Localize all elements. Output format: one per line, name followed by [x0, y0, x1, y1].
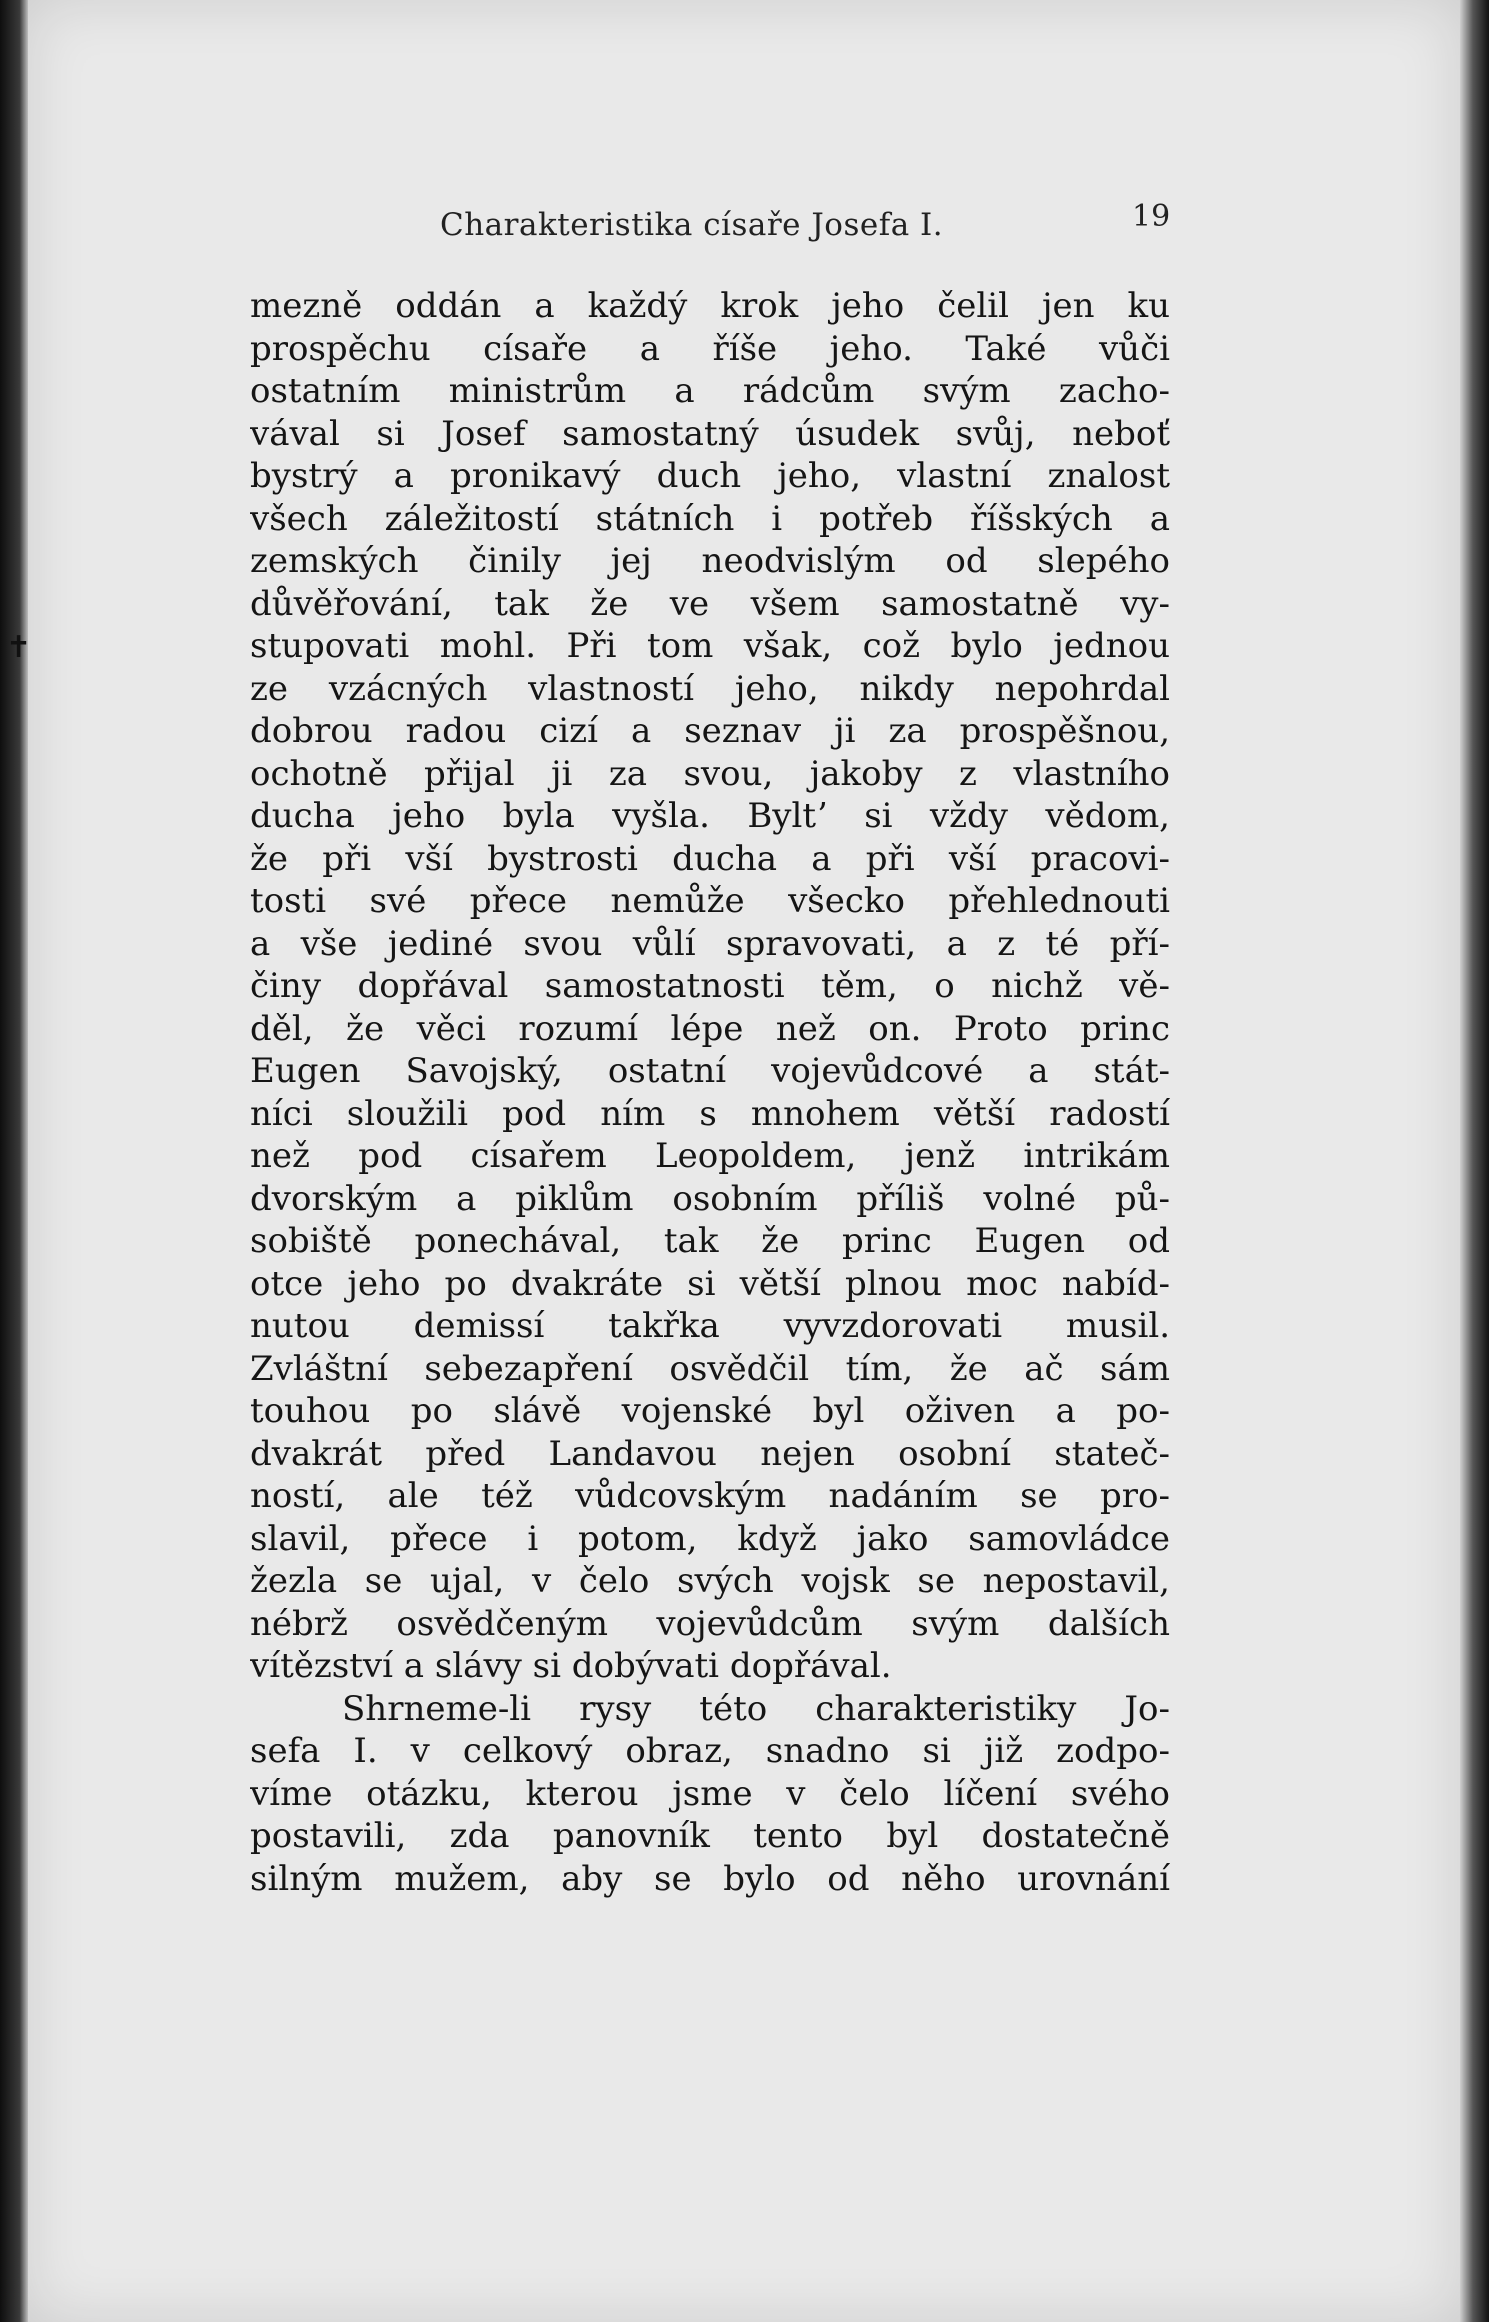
- text-line: dvakrát před Landavou nejen osobní stateč-: [250, 1433, 1170, 1474]
- text-line: stupovati mohl. Při tom však, což bylo jednou: [250, 626, 1170, 666]
- book-page: [6, 0, 1460, 2322]
- text-line: tosti své přece nemůže všecko přehlednouti: [250, 881, 1170, 921]
- scan-left-edge: [0, 0, 28, 2322]
- text-line: ze vzácných vlastností jeho, nikdy nepohrdal: [250, 668, 1170, 709]
- text-line: níci sloužili pod ním s mnohem větší radostí: [250, 1093, 1170, 1134]
- text-line: ducha jeho byla vyšla. Byltʼ si vždy vědom,: [250, 796, 1170, 836]
- text-line: děl, že věci rozumí lépe než on. Proto princ: [250, 1008, 1170, 1049]
- body-text: [250, 285, 1170, 1900]
- text-line: důvěřování, tak že ve všem samostatně vy-: [250, 583, 1170, 624]
- text-line: víme otázku, kterou jsme v čelo líčení svého: [250, 1773, 1170, 1814]
- page-number: 19: [1132, 199, 1171, 234]
- text-line: a vše jediné svou vůlí spravovati, a z té pří-: [250, 923, 1170, 964]
- text-line: silným mužem, aby se bylo od něho urovnání: [250, 1858, 1170, 1899]
- text-line: vával si Josef samostatný úsudek svůj, neboť: [250, 413, 1170, 454]
- running-header: Charakteristika císaře Josefa I.: [440, 207, 944, 243]
- text-line: že při vší bystrosti ducha a při vší pracovi-: [250, 838, 1170, 879]
- text-line: slavil, přece i potom, když jako samovládce: [250, 1518, 1170, 1559]
- text-line: všech záležitostí státních i potřeb říšských a: [250, 498, 1170, 539]
- text-line: Zvláštní sebezapření osvědčil tím, že ač sám: [250, 1348, 1170, 1389]
- margin-mark-icon: ✝: [6, 630, 32, 665]
- text-line: ostatním ministrům a rádcům svým zacho-: [250, 371, 1170, 411]
- text-line: činy dopřával samostatnosti těm, o nichž vě-: [250, 966, 1170, 1006]
- text-line: než pod císařem Leopoldem, jenž intrikám: [250, 1136, 1170, 1176]
- text-line: žezla se ujal, v čelo svých vojsk se nepostavil,: [250, 1561, 1170, 1601]
- text-line: vítězství a slávy si dobývati dopřával.: [250, 1646, 892, 1686]
- text-line: dobrou radou cizí a seznav ji za prospěšnou,: [250, 711, 1170, 751]
- text-line: sobiště ponechával, tak že princ Eugen od: [250, 1221, 1170, 1261]
- text-line: nébrž osvědčeným vojevůdcům svým dalších: [250, 1603, 1170, 1644]
- text-line: nutou demissí takřka vyvzdorovati musil.: [250, 1306, 1170, 1346]
- text-line: otce jeho po dvakráte si větší plnou moc nabíd-: [250, 1263, 1170, 1304]
- text-line: prospěchu císaře a říše jeho. Také vůči: [250, 328, 1170, 369]
- text-line: sefa I. v celkový obraz, snadno si již zodpo-: [250, 1731, 1170, 1771]
- text-line: dvorským a piklům osobním příliš volné pů-: [250, 1178, 1170, 1219]
- text-line: ností, ale též vůdcovským nadáním se pro-: [250, 1476, 1170, 1516]
- text-line: bystrý a pronikavý duch jeho, vlastní znalost: [250, 456, 1170, 496]
- scan-right-edge: [1460, 0, 1489, 2322]
- text-line: mezně oddán a každý krok jeho čelil jen ku: [250, 286, 1170, 326]
- text-line: Eugen Savojský, ostatní vojevůdcové a stát-: [250, 1051, 1170, 1091]
- text-line: ochotně přijal ji za svou, jakoby z vlastního: [250, 753, 1170, 794]
- text-line: touhou po slávě vojenské byl oživen a po-: [250, 1391, 1170, 1431]
- text-line: postavili, zda panovník tento byl dostatečně: [250, 1816, 1170, 1856]
- text-line: zemských činily jej neodvislým od slepého: [250, 541, 1170, 581]
- text-line: Shrneme-li rysy této charakteristiky Jo-: [342, 1688, 1170, 1729]
